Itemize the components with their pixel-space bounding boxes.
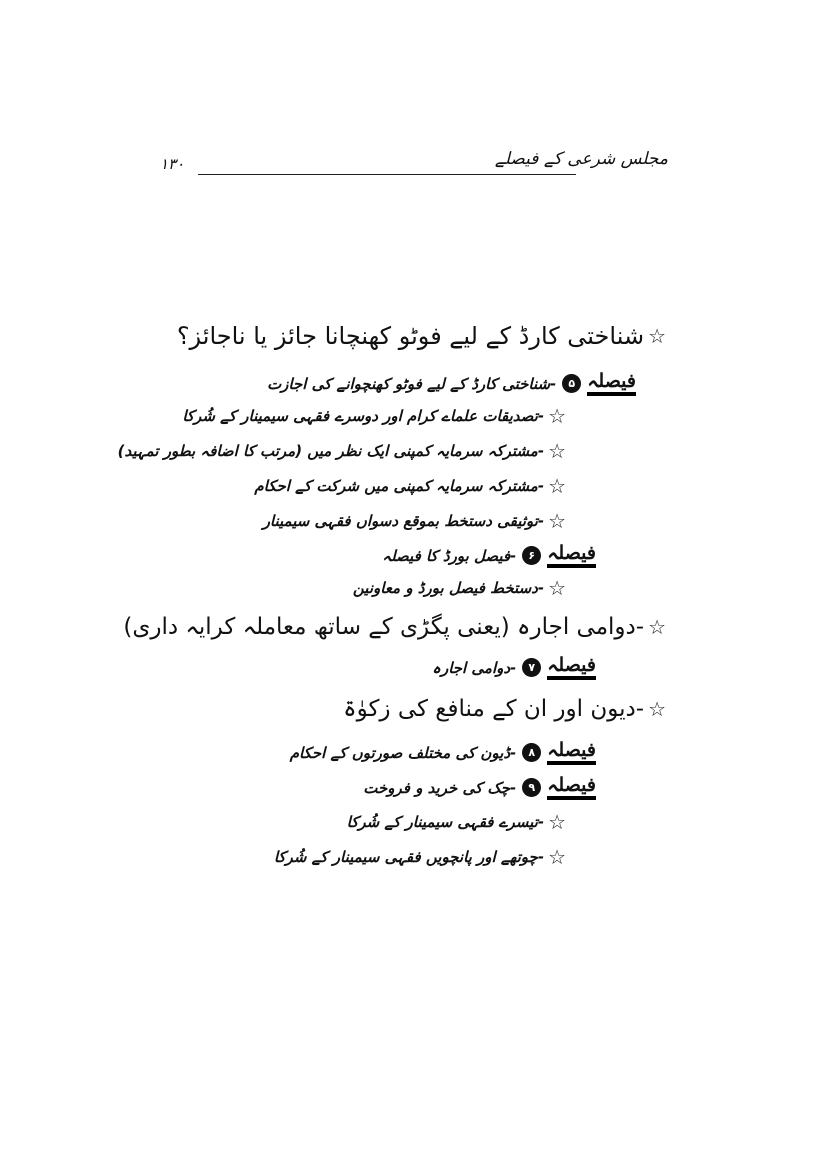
star-outline-icon: ☆: [548, 509, 566, 533]
running-header-title: مجلس شرعی کے فیصلے: [494, 149, 668, 169]
decision-number-badge: ۵: [562, 374, 581, 393]
toc-decision-5: [267, 372, 636, 396]
toc-item-joint-stock-rulings: [254, 476, 566, 496]
toc-line-text: -چک کی خرید و فروخت: [363, 778, 517, 797]
toc-line-text: -مشترکہ سرمایہ کمپنی میں شرکت کے احکام: [254, 477, 545, 495]
toc-line-text: -دستخط فیصل بورڈ و معاونین: [352, 579, 545, 597]
toc-decision-9: [363, 776, 596, 800]
toc-line-text: -دیون اور ان کے منافع کی زکوٰۃ: [343, 696, 645, 722]
toc-line-text: شناختی کارڈ کے لیے فوٹو کھنچانا جائز یا ناجائز؟: [176, 322, 645, 350]
toc-line-text: -شناختی کارڈ کے لیے فوٹو کھنچوانے کی اجازت: [267, 374, 557, 393]
toc-heading-perpetual-lease: [123, 614, 666, 640]
toc-line-text: -دوامی اجارہ (یعنی پگڑی کے ساتھ معاملہ کرایہ داری): [123, 614, 645, 640]
toc-heading-debts-zakat: [343, 696, 666, 722]
toc-item-fourth-fifth-seminar-participants: [274, 847, 566, 867]
decision-number-badge: ۸: [522, 743, 541, 762]
toc-item-tenth-seminar-signatures: [263, 511, 566, 531]
decision-label: فیصلہ: [547, 776, 596, 800]
toc-item-endorsements: [182, 406, 566, 426]
decision-number-badge: ۷: [522, 658, 541, 677]
star-outline-icon: ☆: [648, 324, 666, 348]
star-outline-icon: ☆: [648, 697, 666, 721]
decision-number-badge: ۹: [522, 778, 541, 797]
decision-label: فیصلہ: [547, 544, 596, 568]
header-rule: [198, 174, 576, 175]
toc-line-text: -تیسرے فقہی سیمینار کے شُرکا: [346, 813, 545, 831]
toc-item-third-seminar-participants: [347, 812, 566, 832]
toc-decision-7: [432, 656, 596, 680]
toc-line-text: -مشترکہ سرمایہ کمپنی ایک نظر میں (مرتب کا اضافہ بطور تمہید): [117, 442, 545, 460]
toc-line-text: -فیصل بورڈ کا فیصلہ: [382, 546, 517, 565]
toc-item-board-signatures: [353, 578, 566, 598]
toc-decision-6: [382, 544, 596, 568]
star-outline-icon: ☆: [648, 615, 666, 639]
toc-heading-id-card-photo: [177, 322, 666, 350]
toc-line-text: -چوتھے اور پانچویں فقہی سیمینار کے شُرکا: [273, 848, 545, 866]
toc-line-text: -ڈیون کی مختلف صورتوں کے احکام: [289, 743, 517, 762]
toc-item-joint-stock-overview: [118, 441, 566, 461]
star-outline-icon: ☆: [548, 439, 566, 463]
page-number: ۱۳۰: [160, 155, 185, 173]
star-outline-icon: ☆: [548, 845, 566, 869]
toc-decision-8: [290, 741, 596, 765]
star-outline-icon: ☆: [548, 576, 566, 600]
star-outline-icon: ☆: [548, 404, 566, 428]
star-outline-icon: ☆: [548, 474, 566, 498]
toc-line-text: -دوامی اجارہ: [432, 658, 517, 677]
toc-line-text: -توثیقی دستخط بموقع دسواں فقہی سیمینار: [262, 512, 545, 530]
decision-label: فیصلہ: [547, 656, 596, 680]
decision-label: فیصلہ: [547, 741, 596, 765]
decision-number-badge: ۶: [522, 546, 541, 565]
toc-line-text: -تصدیقات علماے کرام اور دوسرے فقہی سیمینار کے شُرکا: [182, 407, 545, 425]
star-outline-icon: ☆: [548, 810, 566, 834]
decision-label: فیصلہ: [587, 372, 636, 396]
